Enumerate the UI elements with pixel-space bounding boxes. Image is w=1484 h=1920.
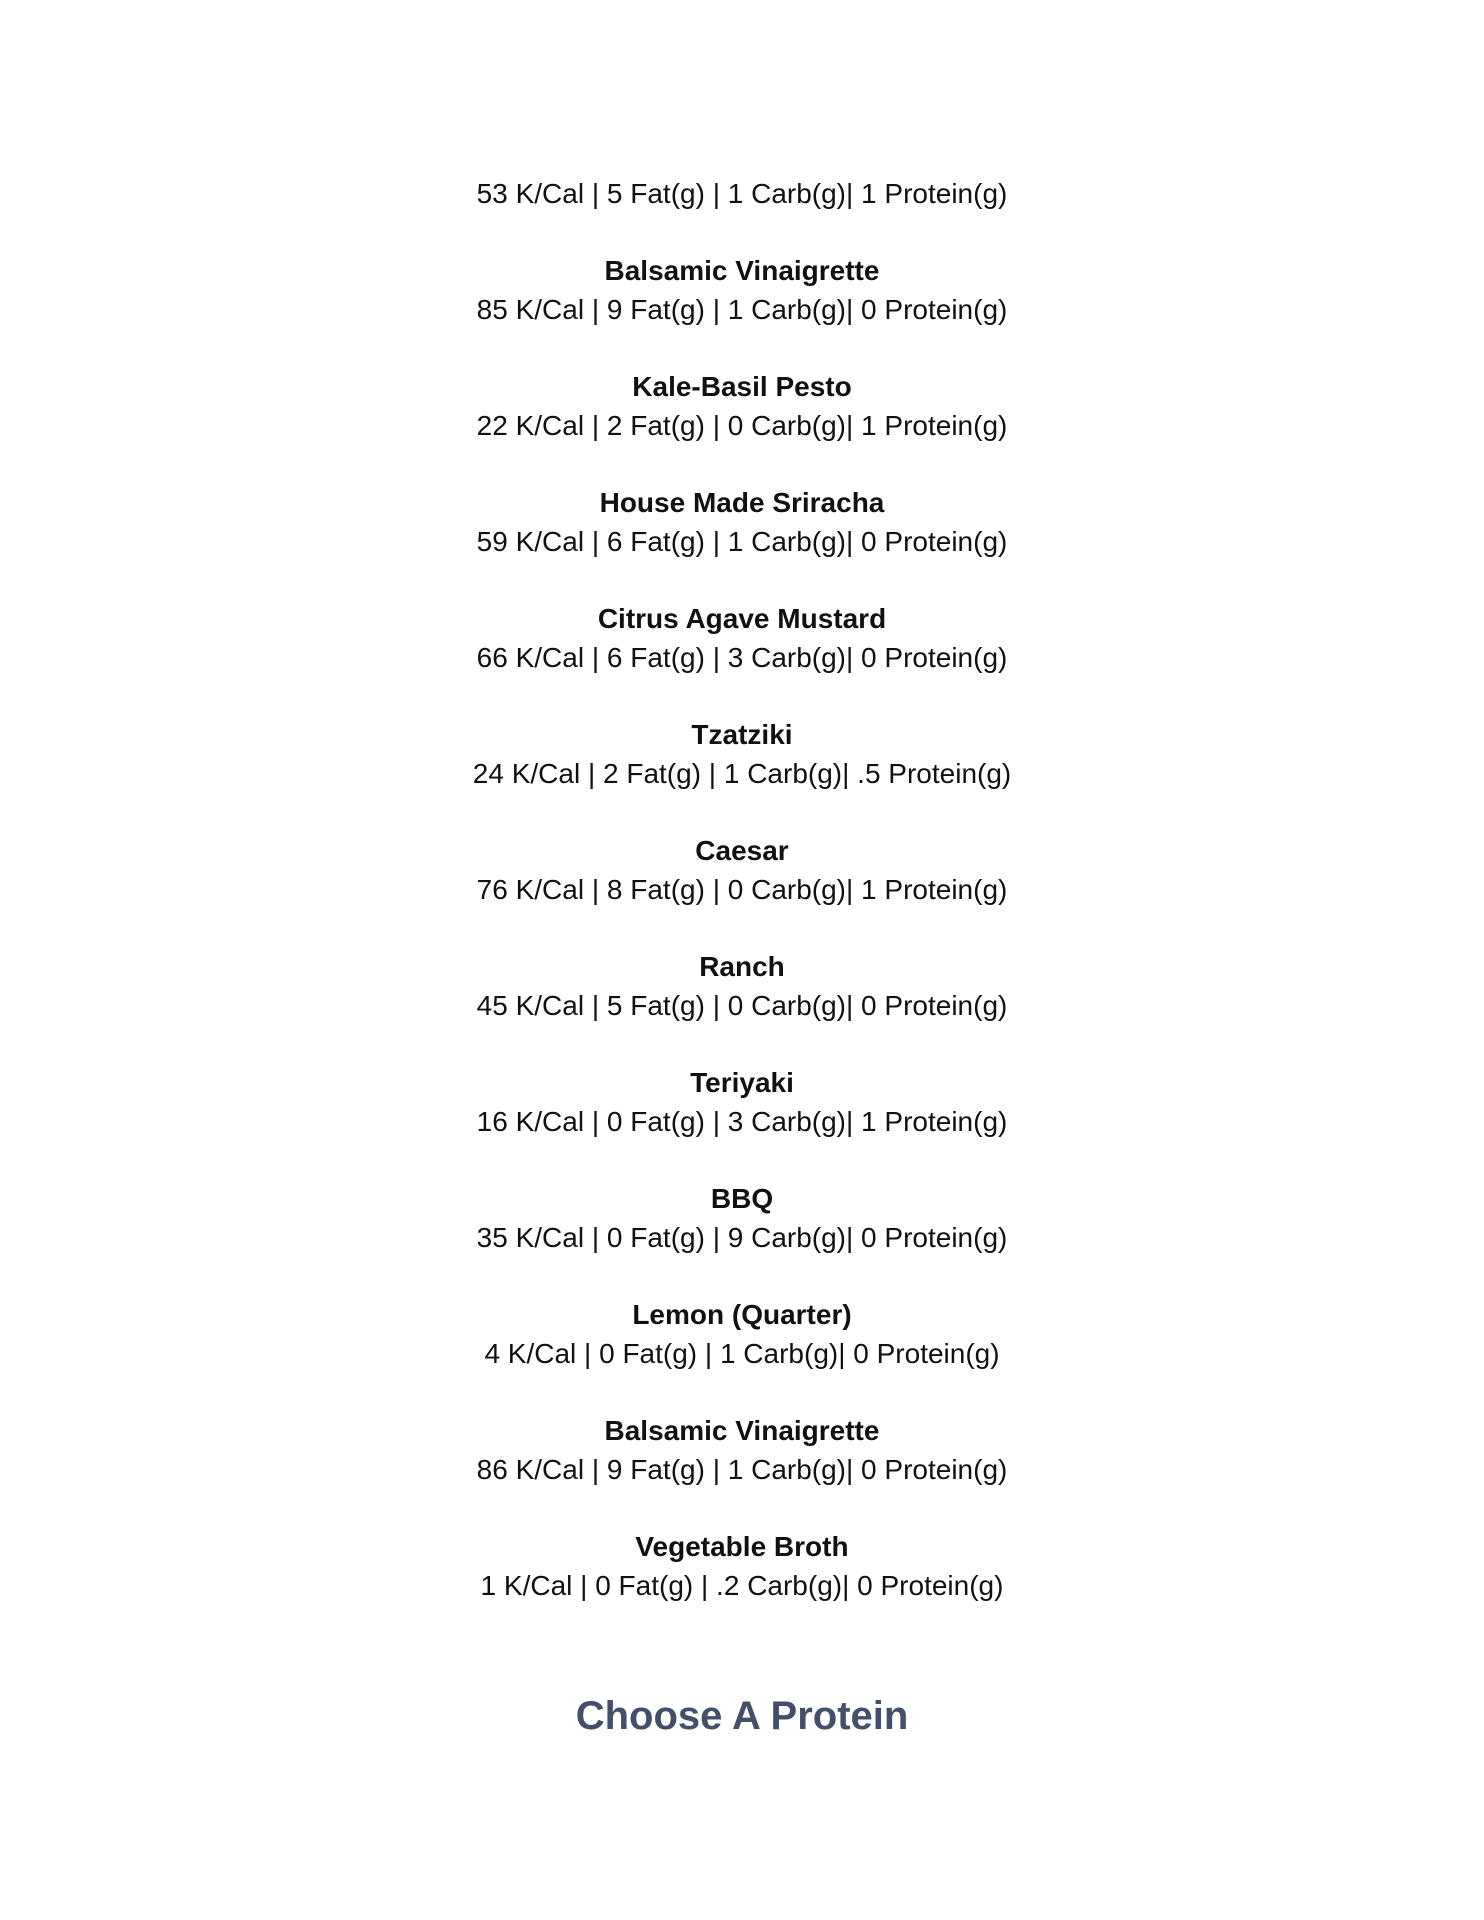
nutrition-line: 66 K/Cal | 6 Fat(g) | 3 Carb(g)| 0 Protein(g) xyxy=(476,642,1008,673)
item-name: Vegetable Broth xyxy=(635,1531,849,1562)
list-item xyxy=(0,1527,1484,1605)
section-heading: Choose A Protein xyxy=(575,1694,909,1738)
nutrition-line: 24 K/Cal | 2 Fat(g) | 1 Carb(g)| .5 Protein(g) xyxy=(472,758,1012,789)
item-name: House Made Sriracha xyxy=(599,487,885,518)
item-name: Kale-Basil Pesto xyxy=(632,371,852,402)
nutrition-line: 45 K/Cal | 5 Fat(g) | 0 Carb(g)| 0 Protein(g) xyxy=(476,990,1008,1021)
item-name: Lemon (Quarter) xyxy=(632,1299,852,1330)
list-item xyxy=(0,1179,1484,1257)
item-name: Ranch xyxy=(699,951,785,982)
nutrition-line: 76 K/Cal | 8 Fat(g) | 0 Carb(g)| 1 Protein(g) xyxy=(476,874,1008,905)
item-name: Balsamic Vinaigrette xyxy=(604,255,880,286)
item-name: Caesar xyxy=(695,835,789,866)
list-item xyxy=(0,251,1484,329)
list-item xyxy=(0,367,1484,445)
list-item xyxy=(0,1295,1484,1373)
nutrition-list xyxy=(0,174,1484,1605)
list-item xyxy=(0,1063,1484,1141)
list-item xyxy=(0,1411,1484,1489)
list-item xyxy=(0,599,1484,677)
nutrition-line: 86 K/Cal | 9 Fat(g) | 1 Carb(g)| 0 Protein(g) xyxy=(476,1454,1008,1485)
item-name: BBQ xyxy=(710,1183,774,1214)
item-name: Tzatziki xyxy=(691,719,793,750)
list-item xyxy=(0,831,1484,909)
nutrition-line: 53 K/Cal | 5 Fat(g) | 1 Carb(g)| 1 Protein(g) xyxy=(476,178,1008,209)
nutrition-line: 16 K/Cal | 0 Fat(g) | 3 Carb(g)| 1 Protein(g) xyxy=(476,1106,1008,1137)
nutrition-line: 59 K/Cal | 6 Fat(g) | 1 Carb(g)| 0 Protein(g) xyxy=(476,526,1008,557)
item-name: Citrus Agave Mustard xyxy=(597,603,887,634)
list-item xyxy=(0,483,1484,561)
item-name: Teriyaki xyxy=(690,1067,794,1098)
nutrition-line: 35 K/Cal | 0 Fat(g) | 9 Carb(g)| 0 Protein(g) xyxy=(476,1222,1008,1253)
nutrition-line: 4 K/Cal | 0 Fat(g) | 1 Carb(g)| 0 Protein(g) xyxy=(484,1338,1000,1369)
list-item xyxy=(0,715,1484,793)
nutrition-line: 85 K/Cal | 9 Fat(g) | 1 Carb(g)| 0 Protein(g) xyxy=(476,294,1008,325)
nutrition-line: 22 K/Cal | 2 Fat(g) | 0 Carb(g)| 1 Protein(g) xyxy=(476,410,1008,441)
list-item xyxy=(0,947,1484,1025)
nutrition-line: 1 K/Cal | 0 Fat(g) | .2 Carb(g)| 0 Protein(g) xyxy=(480,1570,1004,1601)
item-name: Balsamic Vinaigrette xyxy=(604,1415,880,1446)
